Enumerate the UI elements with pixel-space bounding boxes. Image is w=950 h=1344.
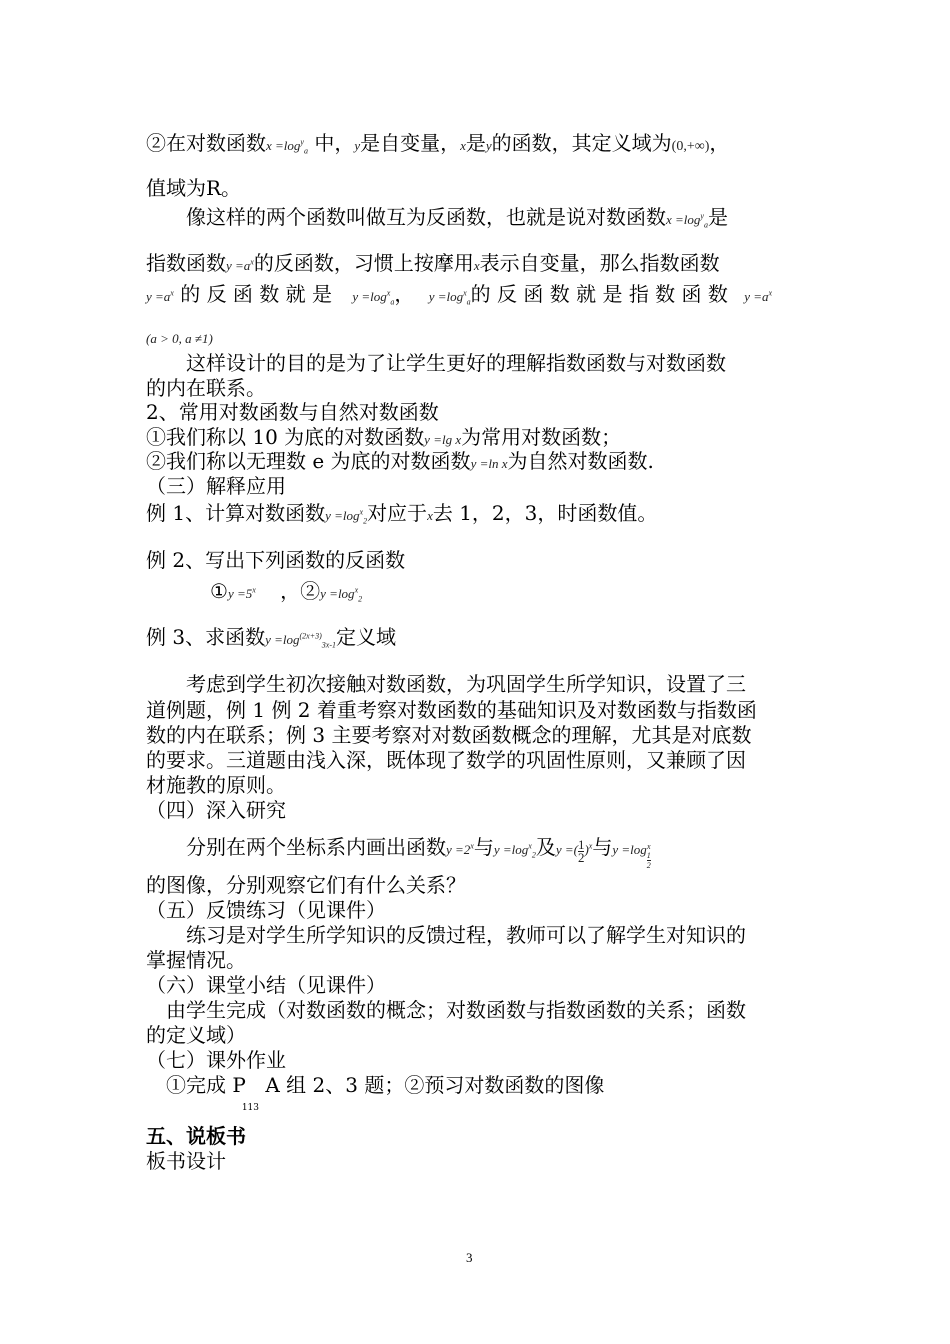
paragraph-line bbox=[186, 350, 726, 376]
text: 由学生完成（对数函数的概念；对数函数与指数函数的关系；函数 bbox=[166, 998, 746, 1022]
text: 与 bbox=[592, 835, 613, 859]
text: ①我们称以 10 为底的对数函数 bbox=[146, 425, 425, 449]
paragraph-line bbox=[186, 922, 746, 948]
text: 为常用对数函数； bbox=[461, 425, 622, 449]
text: 分别在两个坐标系内画出函数 bbox=[186, 835, 446, 859]
text: A 组 2、3 题；②预习对数函数的图像 bbox=[259, 1073, 605, 1097]
text: 例 1、计算对数函数 bbox=[146, 501, 326, 525]
text: 材施教的原则。 bbox=[146, 773, 286, 797]
text: 例 3、求函数 bbox=[146, 625, 266, 649]
text: 与 bbox=[473, 835, 494, 859]
text: 为自然对数函数. bbox=[507, 449, 654, 473]
paragraph-line bbox=[146, 772, 286, 798]
text: （三）解释应用 bbox=[146, 474, 286, 498]
text: ① bbox=[210, 579, 228, 603]
text: 对应于 bbox=[367, 501, 428, 525]
math-inline: $y =5^x$ bbox=[227, 585, 256, 601]
math-inline: (a > 0, a ≠1) bbox=[146, 331, 213, 346]
text: 这样设计的目的是为了让学生更好的理解指数函数与对数函数 bbox=[186, 351, 726, 375]
text: ， bbox=[709, 131, 730, 155]
text: 的要求。三道题由浅入深，既体现了数学的巩固性原则，又兼顾了因 bbox=[146, 748, 746, 772]
math-inline: y =lg x bbox=[424, 432, 462, 447]
math-inline: $x =\log^y_a$ bbox=[666, 211, 708, 230]
text: 掌握情况。 bbox=[146, 948, 246, 972]
text: 是 bbox=[465, 131, 486, 155]
math-inline: y =ln x bbox=[470, 456, 508, 471]
text: 及 bbox=[535, 835, 556, 859]
section-heading bbox=[146, 897, 386, 923]
math-inline: $y =\log^x_a$ bbox=[428, 288, 471, 307]
text: （四）深入研究 bbox=[146, 798, 286, 822]
math-inline: y bbox=[354, 138, 361, 153]
text: 的 反 函 数 就 是 bbox=[180, 282, 333, 306]
text: ②在对数函数 bbox=[146, 131, 266, 155]
paragraph-line bbox=[186, 204, 728, 233]
text: ， bbox=[394, 282, 415, 306]
text: 去 1，2，3，时函数值。 bbox=[432, 501, 658, 525]
paragraph-line bbox=[146, 250, 720, 279]
paragraph-line bbox=[146, 1148, 226, 1174]
paragraph-line bbox=[146, 547, 405, 573]
paragraph-line bbox=[186, 834, 651, 870]
page-number: 3 bbox=[466, 1250, 473, 1265]
math-inline: y bbox=[485, 138, 492, 153]
paragraph-line bbox=[146, 1022, 246, 1048]
text: 是自变量， bbox=[360, 131, 461, 155]
math-inline: x bbox=[460, 138, 466, 153]
text: 2、常用对数函数与自然对数函数 bbox=[146, 400, 439, 424]
paragraph-line bbox=[146, 722, 751, 748]
paragraph-line bbox=[146, 697, 757, 723]
paragraph-line bbox=[146, 500, 657, 529]
paragraph-line bbox=[146, 624, 396, 653]
text: （七）课外作业 bbox=[146, 1048, 286, 1072]
section-heading bbox=[146, 1047, 286, 1073]
text: （五）反馈练习（见课件） bbox=[146, 898, 386, 922]
math-inline: $y =a^x$ bbox=[226, 257, 254, 273]
paragraph-line bbox=[146, 872, 466, 898]
text: 板书设计 bbox=[146, 1149, 226, 1173]
text: 中， bbox=[314, 131, 355, 155]
text: 指数函数 bbox=[146, 251, 226, 275]
text: 定义域 bbox=[336, 625, 396, 649]
text: 的内在联系。 bbox=[146, 376, 266, 400]
math-inline: $y =\log^{(2x+3)}_{3x-1}$ bbox=[265, 631, 336, 650]
paragraph-line bbox=[146, 747, 746, 773]
math-inline: (0,+∞) bbox=[671, 139, 710, 154]
text: 是 bbox=[707, 205, 728, 229]
math-inline: $x =\log^y_a$ bbox=[266, 137, 308, 156]
math-fraction: y =( $\frac{1}{2}$ )$^x$ bbox=[555, 836, 593, 865]
math-inline: x bbox=[473, 258, 480, 273]
paragraph-line bbox=[146, 130, 729, 160]
paragraph-line bbox=[166, 997, 746, 1023]
text: 的反函数，习惯上按摩用 bbox=[253, 251, 474, 275]
math-inline: $y =2^x$ bbox=[446, 841, 474, 857]
math-inline: $y =a^x$ bbox=[744, 288, 773, 304]
paragraph-line bbox=[146, 281, 772, 310]
text: 例 2、写出下列函数的反函数 bbox=[146, 548, 406, 572]
section-heading bbox=[146, 797, 286, 823]
text: ①完成 P bbox=[166, 1073, 246, 1097]
text: 表示自变量，那么指数函数 bbox=[479, 251, 720, 275]
chapter-heading bbox=[146, 1123, 246, 1149]
math-inline: $y =\log^x_a$ bbox=[352, 288, 395, 307]
math-inline: y =log x 1 2 bbox=[612, 842, 651, 870]
text: 练习是对学生所学知识的反馈过程，教师可以了解学生对知识的 bbox=[186, 923, 746, 947]
text: 的 反 函 数 就 是 指 数 函 数 bbox=[470, 282, 728, 306]
text: ，② bbox=[280, 579, 321, 603]
paragraph-line bbox=[146, 375, 266, 401]
paragraph-line bbox=[146, 175, 241, 201]
paragraph-line bbox=[146, 323, 213, 352]
math-inline: $y =\log^x_2$ bbox=[493, 841, 536, 860]
math-inline: $y =a^x$ bbox=[146, 288, 174, 304]
section-heading bbox=[146, 473, 286, 499]
text: 五、说板书 bbox=[146, 1124, 246, 1148]
text: 考虑到学生初次接触对数函数，为巩固学生所学知识，设置了三 bbox=[186, 672, 746, 696]
paragraph-line bbox=[186, 671, 746, 697]
text: 的定义域） bbox=[146, 1023, 246, 1047]
section-heading bbox=[146, 399, 439, 425]
text: 的图像，分别观察它们有什么关系？ bbox=[146, 873, 466, 897]
math-inline: $y =\log^x_2$ bbox=[325, 507, 368, 526]
math-inline: $y =\log^x_2$ bbox=[320, 585, 363, 604]
text: （六）课堂小结（见课件） bbox=[146, 973, 386, 997]
text: 像这样的两个函数叫做互为反函数，也就是说对数函数 bbox=[186, 205, 666, 229]
math-inline: x bbox=[427, 508, 433, 523]
text: 的函数，其定义域为 bbox=[491, 131, 672, 155]
paragraph-line bbox=[146, 947, 246, 973]
section-heading bbox=[146, 972, 386, 998]
paragraph-line bbox=[210, 578, 362, 607]
text: ②我们称以无理数 e 为底的对数函数 bbox=[146, 449, 471, 473]
text: 数的内在联系；例 3 主要考察对对数函数概念的理解，尤其是对底数 bbox=[146, 723, 752, 747]
text: 道例题，例 1 例 2 着重考察对数函数的基础知识及对数函数与指数函 bbox=[146, 698, 757, 722]
text: 值域为R。 bbox=[146, 176, 242, 200]
paragraph-line bbox=[166, 1072, 605, 1113]
subscript: 113 bbox=[241, 1103, 260, 1113]
